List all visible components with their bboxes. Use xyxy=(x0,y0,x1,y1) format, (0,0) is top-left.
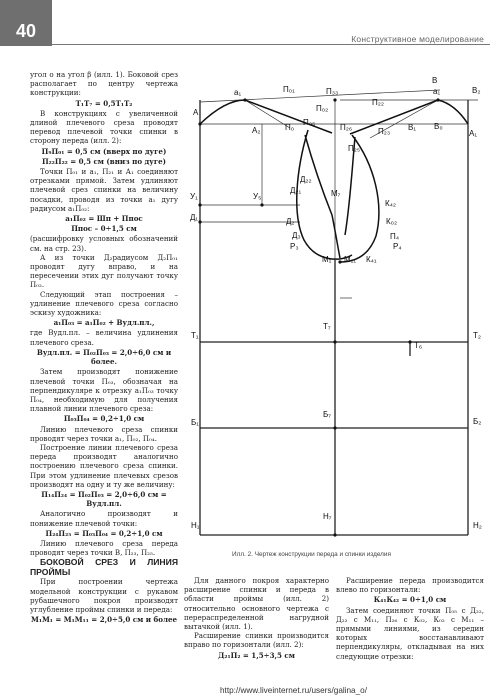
construction-drawing xyxy=(180,70,494,550)
point-label: P₄ xyxy=(393,242,402,251)
point-label: H₁ xyxy=(191,521,200,530)
point-label: П₂₆ xyxy=(340,123,353,132)
point-label: Б₂ xyxy=(473,417,482,426)
point-label: К₀₂ xyxy=(386,217,398,226)
formula-line: Ппос – 0÷1,5 см xyxy=(71,224,137,234)
point-label: A xyxy=(193,108,199,117)
point-label: Д₃ xyxy=(292,231,301,240)
formula-line: М₁М₁ = М₁М₁₁ = 2,0÷5,0 см и более xyxy=(31,615,177,625)
point-label: M₁₁ xyxy=(344,255,357,264)
page-number: 40 xyxy=(0,0,52,46)
paragraph: А из точки Д₂радиусом Д₂П₀₁ проводят дугу вправо, и на пересечении этих дуг получают точку П₀₂. xyxy=(30,252,178,290)
point-label: B₁ xyxy=(408,123,417,132)
left-text-column xyxy=(30,70,178,625)
point-label: H₇ xyxy=(323,512,332,521)
paragraph: При построении чертежа модельной конструкции с рукавом рубашечного покроя производят углубление проймы спинки и переда: xyxy=(30,577,178,614)
page-header xyxy=(0,0,494,72)
point-label: B xyxy=(432,76,438,85)
point-label: T₇ xyxy=(323,322,331,331)
point-label: Б₇ xyxy=(323,410,331,419)
point-label: a₁ xyxy=(433,87,441,96)
point-label: П₀ xyxy=(285,123,295,132)
paragraph: Расширение переда производится влево по горизонтали: xyxy=(336,576,484,595)
point-label: П₂₃ xyxy=(378,127,391,136)
paragraph: Точки П₀₁ и а₁, П₂₁ и А₁ соединяют отрезками прямой. Затем удлиняют плечевой срез спинки на величину посадки, проводя из точки а₁ дугу радиусом а₁П₀₂: xyxy=(30,167,178,213)
formula-line: П₂₄П₂₅ = П₀₃П₀₄ = 0,2÷1,0 см xyxy=(45,528,163,538)
paragraph: Затем производят понижение плечевой точки П₀₃, обозначая на перпендикуляре к отрезку а₁П₀₃ точку П₀₄, необходимую для получения плавной линии плечевого среза: xyxy=(30,367,178,414)
point-label: T₂ xyxy=(473,331,481,340)
right-text-column xyxy=(336,576,484,661)
point-label: К₄₁ xyxy=(366,255,377,264)
point-label: К₄₂ xyxy=(385,199,397,208)
formula-line: Т₁Т₇ = 0,5Т₁Т₂ xyxy=(75,98,133,108)
figure-caption: Илл. 2. Чертеж конструкции переда и спинки изделия xyxy=(232,551,391,558)
formula-line: Вудл.пл. = П₀₂П₀₃ = 2,0÷6,0 см и более. xyxy=(36,347,172,367)
point-label: П₂₂ xyxy=(372,98,384,107)
point-label: П₃₃ xyxy=(326,87,339,96)
drawing-frame-lines xyxy=(200,100,468,535)
point-label: Б₁ xyxy=(191,418,199,427)
point-label: Д₁ xyxy=(190,213,199,222)
point-label: B₀ xyxy=(434,122,443,131)
formula-line: П₁₄П₂₄ = П₀₂П₀₃ = 2,0÷6,0 см = Вудл.пл. xyxy=(41,489,167,509)
formula-line: П₂₂П₂₂ = 0,5 см (вниз по дуге) xyxy=(41,156,167,166)
point-label: T₆ xyxy=(414,341,423,350)
middle-text-column xyxy=(184,576,329,661)
point-label: П₄ xyxy=(390,232,400,241)
formula-line: а₁П₀₂ = Шп + Ппос xyxy=(65,214,143,224)
paragraph: Построение линии плечевого среза переда производят аналогично построению плечевого среза спинки. При этом удлинение плечевых срезов производят на одну и ту же величину: xyxy=(30,442,178,489)
formula-line: П₀₃П₀₄ = 0,2÷1,0 см xyxy=(63,414,145,424)
formula-line: П₉П₀₁ = 0,5 см (вверх по дуге) xyxy=(41,146,167,156)
point-label: П₀₅ xyxy=(303,118,316,127)
paragraph: Линию плечевого среза переда проводят через точки В, П₂₃, П₂₅. xyxy=(30,538,178,558)
formula-line: а₁П₀₃ = а₁П₀₂ + Вудл.пл., xyxy=(53,318,155,328)
paragraph: (расшифровку условных обозначений см. на стр. 23). xyxy=(30,234,178,253)
point-label: H₂ xyxy=(473,521,482,530)
paragraph: Линию плечевого среза спинки проводят через точки а₁, П₀₂, П₀₄. xyxy=(30,424,178,443)
drawing-point-labels xyxy=(190,76,482,530)
point-label: P₃ xyxy=(290,242,299,251)
paragraph: Расширение спинки производится вправо по горизонтали (илл. 2): xyxy=(184,631,329,650)
point-label: a₁ xyxy=(234,88,242,97)
section-heading: БОКОВОЙ СРЕЗ И ЛИНИЯ ПРОЙМЫ xyxy=(30,557,178,578)
point-label: П₂₅ xyxy=(348,144,361,153)
drawing-points xyxy=(198,98,439,536)
point-label: Д₂₁ xyxy=(290,186,302,195)
point-label: T₁ xyxy=(191,331,199,340)
footer-url[interactable]: http://www.liveinternet.ru/users/galina_o/ xyxy=(220,686,367,695)
point-label: П₀₁ xyxy=(283,85,295,94)
header-rule xyxy=(52,44,490,45)
paragraph: Для данного покроя характерно расширение спинки и переда в области проймы (илл. 2) относительно основного чертежа с перераспределенной нагрудной вытачкой (илл. 1). xyxy=(184,576,329,632)
paragraph: Следующий этап построения – удлинение плечевого среза согласно эскизу художника: xyxy=(30,289,178,318)
paragraph: Аналогично производят и понижение плечевой точки: xyxy=(30,509,178,528)
point-label: A₁ xyxy=(469,129,478,138)
point-label: M₁ xyxy=(322,255,332,264)
section-title: Конструктивное моделирование xyxy=(351,34,484,44)
point-label: П₀₂ xyxy=(316,104,329,113)
formula-line: К₄₁К₄₂ = 0÷1,0 см xyxy=(373,595,447,605)
point-label: B₂ xyxy=(472,86,481,95)
point-label: A₂ xyxy=(252,126,261,135)
paragraph: В конструкциях с увеличенной длиной плечевого среза проводят перевод плечевой точки спинки в сторону переда (илл. 2): xyxy=(30,108,178,146)
point-label: У₅ xyxy=(253,192,262,201)
point-label: Д₂₂ xyxy=(300,175,312,184)
point-label: Д₂ xyxy=(286,217,295,226)
point-label: У₁ xyxy=(190,192,198,201)
formula-line: Д₂₁П₂ = 1,5÷3,5 см xyxy=(218,650,295,660)
paragraph: угол о на угол β (илл. 1). Боковой срез располагает по центру чертежа конструкции: xyxy=(30,70,178,98)
paragraph: где Вудл.пл. – величина удлинения плечевого среза. xyxy=(30,328,178,347)
paragraph: Затем соединяют точки П₀₅ с Д₂₂, Д₂₂ с М₁₁, П₂₆ с К₀₂, К₀₂ с М₁₁ – прямыми линиями, из середин которых восстанавливают перпендикуляры, откладывая на них следующие отрезки: xyxy=(336,605,484,661)
point-label: M₇ xyxy=(331,189,341,198)
